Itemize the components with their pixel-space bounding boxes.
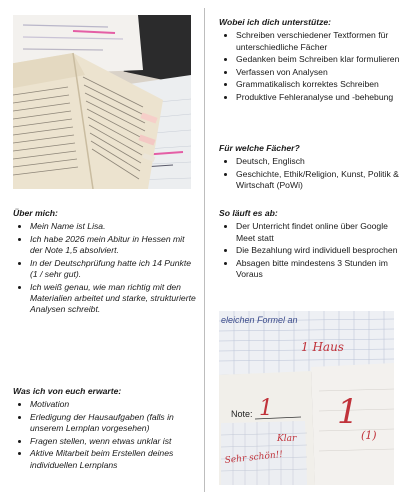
list-item: • Produktive Fehleranalyse und -behebung (236, 92, 401, 103)
list-item: • Deutsch, Englisch (236, 156, 401, 167)
small-note: Klar (277, 434, 297, 444)
books-photo (13, 15, 191, 189)
subjects-heading: Für welche Fächer? (219, 143, 300, 153)
subjects-section (219, 143, 401, 193)
process-heading: So läuft es ab: (219, 208, 278, 218)
list-item: • Absagen bitte mindestens 3 Stunden im Voraus (236, 258, 401, 281)
list-item: • Ich weiß genau, wie man richtig mit den Materialien arbeitet und starke, strukturierte Analysen schreibt. (30, 282, 199, 316)
praise-note: Sehr schön!! (224, 449, 284, 466)
expectations-heading: Was ich von euch erwarte: (13, 386, 122, 396)
note-grade-one: 1 (259, 396, 273, 421)
grade-mark: 1 Haus (301, 340, 344, 354)
about-list (13, 221, 199, 315)
note-label: Note: (231, 409, 253, 419)
list-item: • Geschichte, Ethik/Religion, Kunst, Politik & Wirtschaft (PoWi) (236, 169, 401, 192)
list-item: • In der Deutschprüfung hatte ich 14 Punkte (1 / sehr gut). (30, 258, 199, 281)
about-heading: Über mich: (13, 208, 58, 218)
list-item: • Gedanken beim Schreiben klar formulieren (236, 54, 401, 65)
list-item: • Motivation (30, 399, 199, 410)
top-scribble: eleichen Formel an (221, 315, 298, 325)
support-section (219, 17, 401, 104)
list-item: • Fragen stellen, wenn etwas unklar ist (30, 436, 199, 447)
expectations-list (13, 399, 199, 471)
process-list (219, 221, 401, 280)
list-item: • Der Unterricht findet online über Google Meet statt (236, 221, 401, 244)
list-item: • Erledigung der Hausaufgaben (falls in unserem Lernplan vorgesehen) (30, 412, 199, 435)
list-item: • Ich habe 2026 mein Abitur in Hessen mit der Note 1,5 absolviert. (30, 234, 199, 257)
process-section (219, 208, 401, 282)
list-item: • Mein Name ist Lisa. (30, 221, 199, 232)
support-heading: Wobei ich dich unterstütze: (219, 17, 332, 27)
list-item: • Schreiben verschiedener Textformen für unterschiedliche Fächer (236, 30, 401, 53)
expectations-section (13, 386, 199, 472)
column-divider (204, 8, 205, 492)
list-item: • Aktive Mitarbeit beim Erstellen deines individuellen Lernplans (30, 448, 199, 471)
list-item: • Grammatikalisch korrektes Schreiben (236, 79, 401, 90)
subjects-list (219, 156, 401, 191)
graded-papers-photo (219, 311, 394, 485)
corner-mark: (1) (361, 429, 377, 442)
support-list (219, 30, 401, 103)
list-item: • Verfassen von Analysen (236, 67, 401, 78)
about-section (13, 208, 199, 317)
big-grade-one: 1 (337, 392, 359, 432)
list-item: • Die Bezahlung wird individuell besprochen (236, 245, 401, 256)
